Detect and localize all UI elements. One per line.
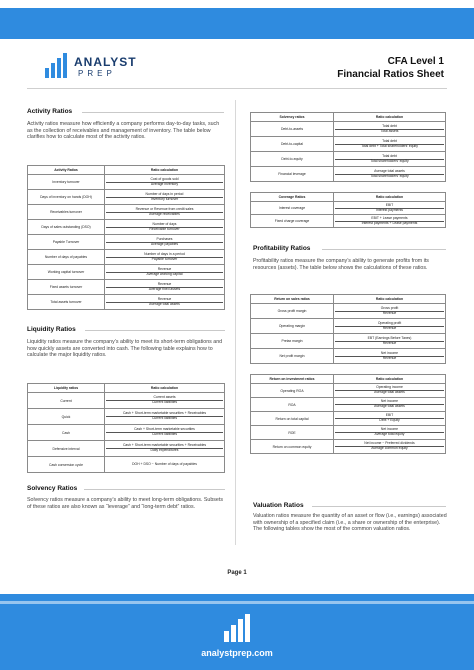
ratio-formula [334, 167, 446, 182]
formula-denominator: Daily expenditures [150, 448, 179, 452]
formula-denominator: Average working capital [146, 271, 183, 276]
ratio-formula [334, 398, 446, 412]
bar-chart-logo-icon [223, 613, 251, 643]
heading-rule [322, 249, 446, 250]
heading-rule [312, 506, 446, 507]
solvency-ratios-text: Solvency ratios measure a company’s ability to meet long-term obligations. Subsets of these ratios are also known as “leverage” and “long-term debt” ratios. [27, 497, 223, 510]
ratio-name: Current [28, 393, 105, 409]
ratio-name: Fixed charge coverage [251, 215, 334, 228]
logo-text-analyst: ANALYST [74, 55, 137, 69]
liquidity-ratios-text: Liquidity ratios measure the company’s ability to meet its short-term obligations and how quickly assets are converted into cash. The following table explains how to calculate the major liquidity ratios. [27, 339, 223, 359]
formula-numerator: Revenue or Revenue from credit sales [106, 208, 223, 213]
formula-denominator: Revenue [382, 355, 397, 360]
table-row [28, 457, 225, 473]
ratio-formula [105, 175, 225, 190]
formula-numerator: DOH + DSO − Number of days of payables [132, 461, 197, 466]
table-header-row [251, 113, 446, 122]
formula-numerator: Cash + Short-term marketable securities [106, 428, 223, 433]
formula-numerator: Number of days in a period [106, 253, 223, 258]
formula-numerator: Operating profit [335, 322, 444, 327]
formula-denominator: Total assets [380, 128, 399, 133]
formula-numerator: Number of days [106, 223, 223, 228]
table-header-row [251, 193, 446, 202]
col-header: Return on sales ratios [251, 295, 334, 304]
table-row [251, 215, 446, 228]
footer-stripe [0, 601, 474, 604]
liquidity-ratios-table [27, 383, 225, 473]
ratio-formula [334, 122, 446, 137]
formula-numerator: EBT (Earnings Before Taxes) [335, 337, 444, 342]
table-row [28, 441, 225, 457]
column-divider [235, 100, 236, 545]
formula-numerator: Total debt [335, 140, 444, 145]
ratio-name: Return on common equity [251, 440, 334, 454]
heading-rule [84, 489, 225, 490]
col-header: Ratio calculation [334, 193, 446, 202]
heading-rule [82, 112, 224, 113]
formula-numerator: Net income [335, 400, 444, 405]
table-row [28, 250, 225, 265]
formula-numerator: Cost of goods sold [106, 178, 223, 183]
table-row [28, 235, 225, 250]
formula-denominator: Current liabilities [151, 432, 178, 436]
ratio-name: Interest coverage [251, 202, 334, 215]
ratio-formula [105, 220, 225, 235]
table-row [251, 398, 446, 412]
col-header: Ratio calculation [105, 166, 225, 175]
top-banner [0, 0, 474, 39]
ratio-name: Total assets turnover [28, 295, 105, 310]
formula-denominator: Interest payments + Lease payments [361, 220, 418, 225]
ratio-formula [334, 202, 446, 215]
table-header-row [28, 384, 225, 393]
ratio-formula [334, 412, 446, 426]
formula-denominator: Revenue [382, 340, 397, 345]
formula-numerator: EBIT [335, 204, 444, 209]
return-on-sales-table [250, 294, 446, 364]
formula-numerator: Revenue [106, 268, 223, 273]
ratio-formula [105, 425, 225, 441]
table-row [251, 426, 446, 440]
coverage-ratios-table [250, 192, 446, 228]
col-header: Coverage Ratios [251, 193, 334, 202]
ratio-name: Receivables turnover [28, 205, 105, 220]
ratio-formula [105, 280, 225, 295]
ratio-formula [105, 295, 225, 310]
ratio-formula [334, 304, 446, 319]
formula-numerator: EBIT + Lease payments [335, 217, 444, 222]
solvency-ratios-table [250, 112, 446, 182]
table-row [28, 409, 225, 425]
col-header: Ratio calculation [105, 384, 225, 393]
formula-denominator: Average inventory [150, 181, 179, 186]
ratio-formula [334, 349, 446, 364]
ratio-name: Operating ROA [251, 384, 334, 398]
table-row [251, 137, 446, 152]
table-row [28, 175, 225, 190]
ratio-name: Financial leverage [251, 167, 334, 182]
table-row [28, 280, 225, 295]
table-row [251, 122, 446, 137]
formula-denominator: Total shareholders’ equity [370, 173, 409, 178]
formula-denominator: Revenue [382, 325, 397, 330]
ratio-formula [105, 265, 225, 280]
table-row [28, 393, 225, 409]
formula-denominator: Inventory turnover [150, 196, 179, 201]
formula-denominator: Average receivables [149, 211, 180, 216]
ratio-name: Pretax margin [251, 334, 334, 349]
formula-denominator: Total debt + Total shareholders’ equity [361, 143, 418, 148]
formula-denominator: Average total assets [374, 404, 405, 408]
table-row [251, 152, 446, 167]
ratio-name: ROA [251, 398, 334, 412]
ratio-name: Gross profit margin [251, 304, 334, 319]
table-row [28, 220, 225, 235]
table-header-row [251, 295, 446, 304]
formula-denominator: Current liabilities [151, 400, 178, 404]
table-row [251, 319, 446, 334]
formula-denominator: Receivable turnover [149, 226, 180, 231]
formula-denominator: Average total equity [374, 432, 405, 436]
valuation-ratios-heading: Valuation Ratios [253, 502, 304, 509]
ratio-name: Cash conversion cycle [28, 457, 105, 473]
ratio-formula [105, 250, 225, 265]
formula-numerator: Cash + Short-term marketable securities + Receivables [106, 412, 223, 417]
formula-denominator: Average common equity [371, 446, 408, 450]
logo-text-prep: PREP [78, 69, 116, 78]
liquidity-ratios-heading: Liquidity Ratios [27, 326, 76, 333]
table-row [28, 205, 225, 220]
formula-numerator: Number of days in period [106, 193, 223, 198]
ratio-formula [334, 215, 446, 228]
table-row [251, 304, 446, 319]
top-banner-stripe [0, 0, 474, 8]
formula-numerator: Net income − Preferred dividends [335, 442, 444, 447]
ratio-formula [334, 426, 446, 440]
formula-denominator: Payable turnover [151, 256, 178, 261]
activity-ratios-text: Activity ratios measure how efficiently a company performs day-to-day tasks, such as the collection of receivables and management of inventory. The table below clarifies how to calculate most of the activity ratios. [27, 121, 220, 141]
formula-numerator: Revenue [106, 298, 223, 303]
heading-rule [85, 330, 225, 331]
formula-numerator: Purchases [106, 238, 223, 243]
table-header-row [251, 375, 446, 384]
formula-numerator: Average total assets [335, 170, 444, 175]
formula-numerator: Current assets [106, 396, 223, 401]
col-header: Return on investment ratios [251, 375, 334, 384]
formula-denominator: Total shareholders’ equity [370, 158, 409, 163]
formula-numerator: EBIT [335, 414, 444, 419]
table-row [251, 440, 446, 454]
ratio-formula [334, 319, 446, 334]
table-row [251, 384, 446, 398]
formula-denominator: Current liabilities [151, 416, 178, 420]
formula-denominator: Average payables [150, 241, 179, 246]
formula-denominator: Debt + Equity [379, 418, 400, 422]
ratio-name: Fixed assets turnover [28, 280, 105, 295]
formula-numerator: Net income [335, 428, 444, 433]
page-number: Page 1 [227, 570, 247, 576]
col-header: Ratio calculation [334, 375, 446, 384]
activity-ratios-table [27, 165, 225, 310]
ratio-formula [105, 235, 225, 250]
analystprep-logo[interactable] [44, 52, 137, 80]
ratio-formula [105, 190, 225, 205]
formula-denominator: Average total assets [374, 390, 405, 394]
footer-website-link[interactable]: analystprep.com [201, 648, 273, 658]
ratio-formula [105, 441, 225, 457]
table-row [251, 202, 446, 215]
table-row [28, 295, 225, 310]
ratio-name: Days of sales outstanding (DSO) [28, 220, 105, 235]
ratio-formula [334, 384, 446, 398]
table-row [28, 425, 225, 441]
header-divider [27, 88, 447, 89]
formula-numerator: Gross profit [335, 307, 444, 312]
ratio-name: Payable Turnover [28, 235, 105, 250]
col-header: Ratio calculation [334, 295, 446, 304]
footer-banner [0, 594, 474, 670]
ratio-formula [105, 409, 225, 425]
ratio-name: ROE [251, 426, 334, 440]
ratio-name: Operating margin [251, 319, 334, 334]
ratio-name: Working capital turnover [28, 265, 105, 280]
formula-denominator: Average fixed assets [148, 286, 181, 291]
ratio-name: Debt-to-equity [251, 152, 334, 167]
return-on-investment-table [250, 374, 446, 454]
formula-denominator: Revenue [382, 310, 397, 315]
ratio-name: Number of days of payables [28, 250, 105, 265]
sheet-title-line1: CFA Level 1 [387, 56, 444, 67]
col-header: Ratio calculation [334, 113, 446, 122]
table-row [28, 190, 225, 205]
formula-denominator: Average total assets [149, 301, 180, 306]
ratio-name: Days of inventory on hands (DOH) [28, 190, 105, 205]
ratio-formula [334, 152, 446, 167]
col-header: Liquidity ratios [28, 384, 105, 393]
table-row [251, 167, 446, 182]
table-row [251, 349, 446, 364]
formula-numerator: Net income [335, 352, 444, 357]
profitability-ratios-text: Profitability ratios measure the company’s ability to generate profits from its resources (assets). The table below shows the calculations of these ratios. [253, 258, 429, 271]
formula-numerator: Cash + Short-term marketable securities + Receivables [106, 444, 223, 449]
table-header-row [28, 166, 225, 175]
formula-numerator: Total debt [335, 125, 444, 130]
solvency-ratios-heading: Solvency Ratios [27, 485, 78, 492]
table-row [251, 412, 446, 426]
col-header: Activity Ratios [28, 166, 105, 175]
ratio-name: Inventory turnover [28, 175, 105, 190]
ratio-name: Cash [28, 425, 105, 441]
formula-numerator: Revenue [106, 283, 223, 288]
formula-numerator: Total debt [335, 155, 444, 160]
profitability-ratios-heading: Profitability Ratios [253, 245, 311, 252]
col-header: Solvency ratios [251, 113, 334, 122]
bar-chart-logo-icon [44, 52, 70, 80]
sheet-title-line2: Financial Ratios Sheet [337, 69, 444, 80]
formula-numerator: Operating income [335, 386, 444, 391]
ratio-formula [105, 457, 225, 473]
ratio-name: Defensive interval [28, 441, 105, 457]
ratio-formula [105, 205, 225, 220]
activity-ratios-heading: Activity Ratios [27, 108, 73, 115]
ratio-name: Debt-to-assets [251, 122, 334, 137]
ratio-name: Net profit margin [251, 349, 334, 364]
table-row [28, 265, 225, 280]
ratio-formula [105, 393, 225, 409]
ratio-name: Debt-to-capital [251, 137, 334, 152]
valuation-ratios-text: Valuation ratios measure the quantity of an asset or flow (i.e., earnings) associated with ownership of a specified claim (i.e., a share or ownership of the enterprise). The following tables show the most of the common valuation ratios. [253, 513, 447, 533]
ratio-name: Quick [28, 409, 105, 425]
table-row [251, 334, 446, 349]
ratio-formula [334, 137, 446, 152]
ratio-formula [334, 440, 446, 454]
formula-denominator: Interest payments [376, 207, 403, 212]
ratio-formula [334, 334, 446, 349]
ratio-name: Return on total capital [251, 412, 334, 426]
